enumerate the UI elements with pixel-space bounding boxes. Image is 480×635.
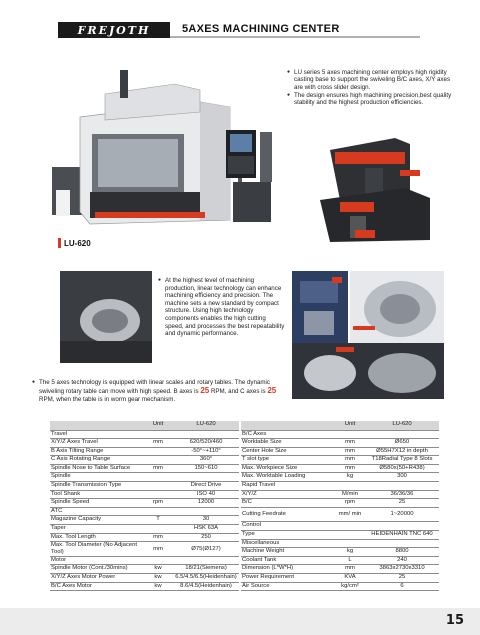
spec-value-cell: T18Radial Type 8 Slots (365, 456, 439, 465)
spec-label-cell: Miscellaneous (241, 539, 335, 548)
spec-unit-cell: mm (335, 456, 365, 465)
table-row (50, 525, 239, 534)
spec-label-cell: X/Y/Z (241, 490, 335, 499)
spec-label-cell: Spindle Nose to Table Surface (50, 464, 143, 473)
intro-bullet-2: ● The design ensures high machining precision,best quality stability and the highest production efficiencies. (287, 92, 452, 107)
note-text-2: RPM, and C axes is (209, 387, 268, 395)
spec-unit-cell: kg (335, 548, 365, 557)
spec-unit-cell: kg (335, 473, 365, 482)
spec-label-cell: Max. Tool Length (50, 533, 143, 542)
table-row (50, 507, 239, 516)
table-row (50, 430, 239, 439)
table-row (50, 533, 239, 542)
spec-unit-cell (143, 447, 173, 456)
title-bar (170, 22, 420, 38)
table-row (241, 507, 439, 522)
spec-label-cell: Taper (50, 525, 143, 534)
spec-unit-cell (335, 539, 365, 548)
spec-label-cell: Travel (50, 430, 143, 439)
table-row (241, 573, 439, 582)
spec-value-cell: Ø650 (365, 439, 439, 448)
spec-label-cell: B Axis Tilting Range (50, 447, 143, 456)
page-footer (0, 608, 480, 635)
table-row (50, 473, 239, 482)
b-axis-rpm: 25 (200, 385, 210, 395)
table-row (241, 556, 439, 565)
table-row (50, 464, 239, 473)
spec-unit-cell: mm (335, 464, 365, 473)
spec-label-cell: T slot type (241, 456, 335, 465)
spec-label-cell: Max. Workpiece Size (241, 464, 335, 473)
table-row (50, 565, 239, 574)
spec-table-left (50, 421, 239, 591)
spec-label-cell: Control (241, 522, 335, 531)
spec-label-cell: Spindle Transmission Type (50, 482, 143, 491)
spec-value-cell: 620/520/460 (173, 439, 239, 448)
table-row (50, 573, 239, 582)
spec-unit-cell (143, 456, 173, 465)
spec-label-cell: ATC (50, 507, 143, 516)
spec-value-cell: 6.5/4.5/6.5(Heidenhain) (173, 573, 239, 582)
spec-unit-cell (335, 522, 365, 531)
note-text-1: The 5 axes technology is equipped with linear scales and rotary tables. The dynamic swiveling rotary table can move with high speed. B axes is (39, 379, 271, 395)
table-row (50, 490, 239, 499)
spec-unit-cell: mm (143, 464, 173, 473)
spec-unit-cell: kw (143, 582, 173, 591)
spec-unit-cell (335, 430, 365, 439)
spec-label-cell: Spindle Speed (50, 499, 143, 508)
spec-unit-cell: mm (335, 447, 365, 456)
spec-value-cell: HEIDENHAIN TNC 640 (365, 530, 439, 539)
spec-value-cell: 6 (365, 582, 439, 591)
note-text-3: RPM, when the table is in worm gear mechanism. (39, 395, 176, 403)
table-row (50, 542, 239, 557)
spec-label-cell: Magazine Capacity (50, 516, 143, 525)
photo-spindle-head (60, 271, 152, 363)
table-row (241, 539, 439, 548)
brand-logo (58, 22, 170, 38)
spec-unit-cell (143, 507, 173, 516)
spec-value-cell: Ø55H7X12 in depth (365, 447, 439, 456)
table-row (241, 447, 439, 456)
spec-value-cell: 30 (173, 516, 239, 525)
spec-unit-cell (335, 530, 365, 539)
table-row (241, 473, 439, 482)
intro-bullet-1: ● LU series 5 axes machining center employs high rigidity casting base to support the swiveling B/C axes, X/Y axes are with cross slider design. (287, 69, 452, 91)
page-title: 5AXES MACHINING CENTER (182, 23, 340, 35)
spec-unit-cell: rpm (143, 499, 173, 508)
table-row (241, 565, 439, 574)
spec-value-cell: Ø580x(50+R438) (365, 464, 439, 473)
spec-value-cell: 150~610 (173, 464, 239, 473)
spec-value-cell: 1~20000 (365, 507, 439, 522)
spec-label-cell: Dimension (L*W*H) (241, 565, 335, 574)
table-row (241, 499, 439, 508)
spec-unit-cell (335, 482, 365, 491)
spec-unit-cell: KVA (335, 573, 365, 582)
spec-label-cell: X/Y/Z Axes Motor Power (50, 573, 143, 582)
table-row (50, 439, 239, 448)
spec-value-cell: Direct Drive (173, 482, 239, 491)
header-cell (241, 421, 335, 430)
table-row (241, 464, 439, 473)
note-bullet (32, 379, 290, 403)
spec-value-cell (365, 430, 439, 439)
intro-bullets (287, 69, 452, 107)
spec-value-cell (365, 522, 439, 531)
spec-value-cell: 8.6/4.5(Heidenhain) (173, 582, 239, 591)
spec-value-cell: HSK 63A (173, 525, 239, 534)
spec-value-cell: 25 (365, 573, 439, 582)
spec-value-cell: Ø75(Ø127) (173, 542, 239, 557)
spec-value-cell: 300 (365, 473, 439, 482)
spec-label-cell: B/C Axes Motor (50, 582, 143, 591)
spec-label-cell: B/C Axes (241, 430, 335, 439)
table-row (241, 456, 439, 465)
spec-value-cell: 240 (365, 556, 439, 565)
spec-label-cell: B/C (241, 499, 335, 508)
spec-label-cell: Max. Tool Diameter (No Adjacent Tool) (50, 542, 143, 557)
photo-rotary-table (350, 271, 444, 343)
table-row (50, 447, 239, 456)
spec-label-cell: X/Y/Z Axes Travel (50, 439, 143, 448)
spec-label-cell: Machine Weight (241, 548, 335, 557)
table-row (241, 482, 439, 491)
photo-workpiece (292, 343, 444, 399)
spec-value-cell: 36/36/36 (365, 490, 439, 499)
header-unit: Unit (143, 421, 173, 430)
spec-label-cell: C Axis Rotating Range (50, 456, 143, 465)
table-row (50, 499, 239, 508)
spec-unit-cell (143, 473, 173, 482)
spec-label-cell: Worktable Size (241, 439, 335, 448)
spec-unit-cell: L (335, 556, 365, 565)
table-row (50, 556, 239, 565)
spec-label-cell: Coolant Tank (241, 556, 335, 565)
table-row (50, 516, 239, 525)
spec-value-cell (365, 539, 439, 548)
spec-label-cell: Center Hole Size (241, 447, 335, 456)
spec-table-right (241, 421, 439, 591)
axes-illustration (300, 130, 450, 245)
table-row (241, 430, 439, 439)
c-axis-rpm: 25 (267, 385, 277, 395)
header-model: LU-620 (173, 421, 239, 430)
spec-unit-cell: M/min (335, 490, 365, 499)
spec-value-cell: 250 (173, 533, 239, 542)
spec-unit-cell: mm (335, 565, 365, 574)
model-name: LU-620 (64, 238, 91, 248)
title-underline (170, 36, 420, 38)
table-row (241, 530, 439, 539)
spec-value-cell (365, 482, 439, 491)
spec-value-cell: 18/21(Siemens) (173, 565, 239, 574)
machine-illustration (50, 62, 282, 236)
table-row (50, 456, 239, 465)
spec-label-cell: Motor (50, 556, 143, 565)
model-accent-bar (58, 238, 61, 248)
spec-unit-cell: kg/cm² (335, 582, 365, 591)
spec-value-cell: 8800 (365, 548, 439, 557)
spec-label-cell: Power Requirement (241, 573, 335, 582)
spec-value-cell (173, 507, 239, 516)
spec-value-cell (173, 430, 239, 439)
spec-value-cell: -50°~+110° (173, 447, 239, 456)
table-row (50, 482, 239, 491)
table-row (241, 439, 439, 448)
spec-unit-cell: mm (335, 439, 365, 448)
spec-label-cell: Cutting Feedrate (241, 507, 335, 522)
spec-unit-cell (143, 525, 173, 534)
spec-value-cell: ISO 40 (173, 490, 239, 499)
spec-unit-cell: T (143, 516, 173, 525)
spec-value-cell: 25 (365, 499, 439, 508)
spec-value-cell (173, 473, 239, 482)
spec-value-cell: 360° (173, 456, 239, 465)
photo-axes-closeup (292, 271, 348, 343)
spec-value-cell: 3863x2730x3310 (365, 565, 439, 574)
technology-note (32, 379, 290, 404)
spec-unit-cell (143, 490, 173, 499)
model-label (58, 238, 91, 248)
feature-bullet: ● At the highest level of machining production, linear technology can enhance machining efficiency and precision. The machine sets a new standard by compact structure. Using high technology components enables the high cutting speed, and processes the best repeatability and dynamic performance. (158, 277, 286, 338)
brand-name: FREJOTH (77, 23, 151, 37)
spec-unit-cell: mm/ min (335, 507, 365, 522)
spec-unit-cell: rpm (335, 499, 365, 508)
spec-unit-cell: mm (143, 533, 173, 542)
header-unit: Unit (335, 421, 365, 430)
spec-label-cell: Type (241, 530, 335, 539)
spec-label-cell: Rapid Travel (241, 482, 335, 491)
table-row (241, 582, 439, 591)
spec-unit-cell: kw (143, 573, 173, 582)
spec-unit-cell: mm (143, 439, 173, 448)
table-row (241, 522, 439, 531)
table-row (50, 582, 239, 591)
table-header-row (50, 421, 239, 430)
feature-description (158, 277, 286, 338)
spec-unit-cell: kw (143, 565, 173, 574)
page-number: 15 (445, 613, 464, 628)
table-row (241, 490, 439, 499)
table-header-row (241, 421, 439, 430)
spec-unit-cell (143, 556, 173, 565)
header-cell (50, 421, 143, 430)
spec-unit-cell (143, 430, 173, 439)
spec-unit-cell (143, 482, 173, 491)
spec-label-cell: Spindle Motor (Cont./30mins) (50, 565, 143, 574)
spec-label-cell: Spindle (50, 473, 143, 482)
page-header (0, 0, 480, 42)
spec-label-cell: Air Source (241, 582, 335, 591)
spec-label-cell: Max. Worktable Loading (241, 473, 335, 482)
spec-value-cell: 12000 (173, 499, 239, 508)
spec-unit-cell: mm (143, 542, 173, 557)
spec-label-cell: Tool Shank (50, 490, 143, 499)
header-model: LU-620 (365, 421, 439, 430)
spec-value-cell (173, 556, 239, 565)
table-row (241, 548, 439, 557)
